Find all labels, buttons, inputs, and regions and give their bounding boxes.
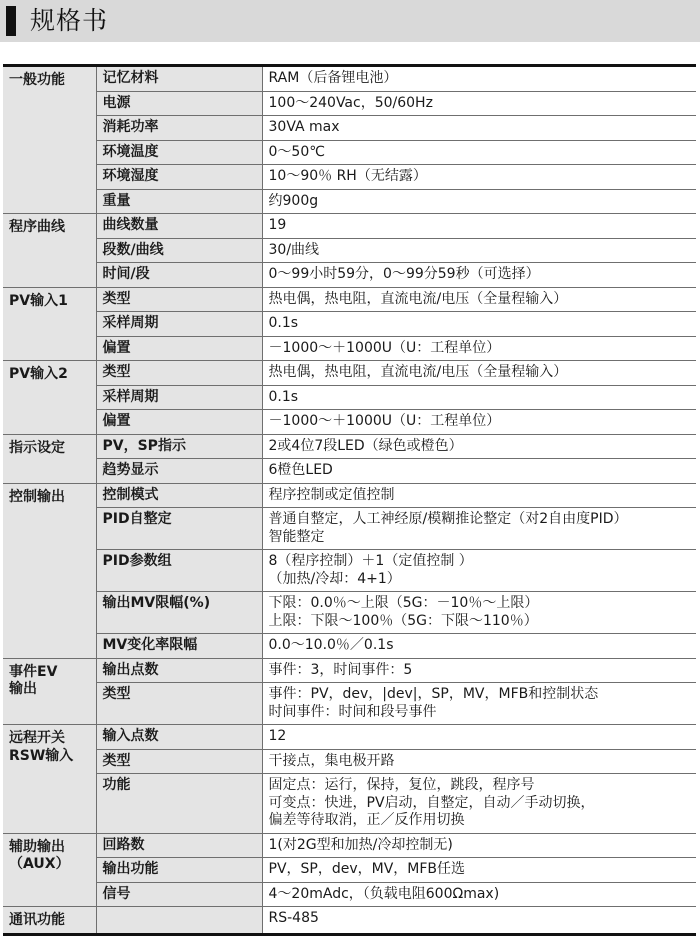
item-label: 功能 — [96, 774, 262, 834]
item-label: 环境湿度 — [96, 165, 262, 190]
item-value — [262, 634, 696, 659]
value-line: 30VA max — [268, 119, 340, 135]
spec-row — [3, 508, 696, 550]
spec-row — [3, 312, 696, 337]
item-label — [96, 907, 262, 935]
value-line: 程序控制或定值控制 — [268, 486, 395, 503]
category-label: 程序曲线 — [9, 219, 65, 235]
spec-row — [3, 725, 696, 750]
category-label: 控制输出 — [9, 488, 65, 505]
item-value — [262, 483, 696, 508]
category-cell — [3, 287, 96, 361]
item-label: 重量 — [96, 189, 262, 214]
item-label: 曲线数量 — [96, 214, 262, 239]
value-line: 普通自整定，人工神经原/模糊推论整定（对2自由度PID） — [268, 511, 628, 527]
item-value — [262, 91, 696, 116]
item-value — [262, 774, 696, 834]
category-cell — [3, 658, 96, 725]
value-line: 事件：3，时间事件：5 — [268, 661, 413, 678]
spec-row — [3, 287, 696, 312]
spec-table-body — [3, 66, 696, 935]
spec-row — [3, 336, 696, 361]
spec-row — [3, 858, 696, 883]
item-label: 记忆材料 — [96, 66, 262, 92]
value-line: 10～90％ RH（无结露） — [268, 168, 427, 184]
item-label: 类型 — [96, 749, 262, 774]
item-value — [262, 550, 696, 592]
value-line: 热电偶，热电阻，直流电流/电压（全量程输入） — [268, 364, 568, 380]
spec-row — [3, 66, 696, 92]
item-value — [262, 658, 696, 683]
category-cell — [3, 725, 96, 834]
value-line: （加热/冷却：4+1） — [268, 570, 401, 587]
category-label: PV输入2 — [9, 366, 68, 382]
item-value — [262, 858, 696, 883]
value-line: 下限：0.0％～上限（5G：－10％～上限） — [268, 595, 539, 611]
spec-row — [3, 361, 696, 386]
spec-row — [3, 550, 696, 592]
item-value — [262, 749, 696, 774]
value-line: 干接点，集电极开路 — [268, 752, 395, 769]
value-line: 4～20mAdc，（负载电阻600Ωmax) — [268, 885, 500, 902]
item-value — [262, 214, 696, 239]
spec-row — [3, 214, 696, 239]
value-line: 约900g — [268, 192, 319, 209]
item-value — [262, 907, 696, 935]
item-label: PID参数组 — [96, 550, 262, 592]
value-line: 0.1s — [268, 315, 299, 331]
spec-row — [3, 263, 696, 288]
value-line: 可变点：快进，PV启动，自整定，自动／手动切换， — [268, 794, 595, 811]
item-label: 类型 — [96, 683, 262, 725]
spec-row — [3, 483, 696, 508]
category-cell — [3, 907, 96, 935]
value-line: 固定点：运行，保持，复位，跳段，程序号 — [268, 777, 535, 793]
value-line: 上限：下限～100％（5G：下限～110％） — [268, 612, 538, 629]
page-title: 规格书 — [30, 6, 109, 35]
item-value — [262, 592, 696, 634]
item-label: 输出MV限幅(%) — [96, 592, 262, 634]
value-line: 0.0～10.0％／0.1s — [268, 637, 394, 653]
category-label: 通讯功能 — [9, 912, 65, 928]
item-label: 段数/曲线 — [96, 238, 262, 263]
item-label: 环境温度 — [96, 140, 262, 165]
value-line: 1(对2G型和加热/冷却控制无) — [268, 836, 453, 853]
spec-row — [3, 907, 696, 935]
value-line: 30/曲线 — [268, 241, 320, 258]
item-value — [262, 263, 696, 288]
value-line: 19 — [268, 217, 287, 233]
item-label: 输出点数 — [96, 658, 262, 683]
category-cell — [3, 483, 96, 658]
value-line: 时间事件：时间和段号事件 — [268, 703, 437, 720]
spec-row — [3, 833, 696, 858]
title-bar — [0, 0, 700, 42]
item-label: 采样周期 — [96, 312, 262, 337]
item-label: 电源 — [96, 91, 262, 116]
category-label: 指示设定 — [9, 439, 65, 456]
category-label: PV输入1 — [9, 292, 68, 309]
spec-table — [3, 64, 696, 936]
item-value — [262, 116, 696, 141]
spec-row — [3, 116, 696, 141]
value-line: 6橙色LED — [268, 462, 333, 478]
item-label: 采样周期 — [96, 385, 262, 410]
category-cell — [3, 833, 96, 907]
item-label: 消耗功率 — [96, 116, 262, 141]
item-value — [262, 66, 696, 92]
item-value — [262, 361, 696, 386]
category-label: 输出 — [9, 681, 37, 697]
spec-row — [3, 459, 696, 484]
item-value — [262, 189, 696, 214]
item-value — [262, 140, 696, 165]
category-label: （AUX） — [9, 856, 70, 872]
item-value — [262, 312, 696, 337]
value-line: 0～50℃ — [268, 143, 325, 160]
category-label: 事件EV — [9, 663, 58, 680]
item-label: MV变化率限幅 — [96, 634, 262, 659]
item-label: 输出功能 — [96, 858, 262, 883]
value-line: 100～240Vac，50/60Hz — [268, 94, 433, 111]
category-label: RSW输入 — [9, 747, 74, 764]
spec-row — [3, 140, 696, 165]
value-line: 8（程序控制）＋1（定值控制 ） — [268, 553, 473, 569]
spec-row — [3, 658, 696, 683]
spec-row — [3, 683, 696, 725]
value-line: 2或4位7段LED（绿色或橙色） — [268, 437, 463, 454]
spec-row — [3, 91, 696, 116]
item-value — [262, 833, 696, 858]
item-label: 控制模式 — [96, 483, 262, 508]
value-line: －1000～＋1000U（U：工程单位） — [268, 413, 501, 429]
item-label: 信号 — [96, 882, 262, 907]
value-line: 事件：PV，dev，|dev|，SP，MV，MFB和控制状态 — [268, 686, 599, 702]
value-line: 偏差等待取消，正／反作用切换 — [268, 812, 465, 828]
item-value — [262, 336, 696, 361]
item-value — [262, 410, 696, 435]
category-cell — [3, 361, 96, 435]
spec-row — [3, 592, 696, 634]
spec-row — [3, 410, 696, 435]
item-value — [262, 508, 696, 550]
value-line: RS-485 — [268, 910, 319, 926]
item-label: PID自整定 — [96, 508, 262, 550]
item-value — [262, 882, 696, 907]
title-accent-bar — [6, 6, 16, 36]
value-line: 智能整定 — [268, 528, 325, 545]
value-line: PV，SP，dev，MV，MFB任选 — [268, 861, 466, 877]
category-cell — [3, 66, 96, 214]
category-label: 一般功能 — [9, 72, 65, 88]
item-label: 类型 — [96, 287, 262, 312]
item-value — [262, 238, 696, 263]
value-line: 热电偶，热电阻，直流电流/电压（全量程输入） — [268, 290, 568, 307]
category-cell — [3, 434, 96, 483]
item-value — [262, 165, 696, 190]
item-label: 时间/段 — [96, 263, 262, 288]
item-value — [262, 287, 696, 312]
spec-row — [3, 189, 696, 214]
spec-row — [3, 385, 696, 410]
spec-row — [3, 749, 696, 774]
spec-row — [3, 238, 696, 263]
item-value — [262, 385, 696, 410]
item-value — [262, 725, 696, 750]
item-value — [262, 459, 696, 484]
item-value — [262, 434, 696, 459]
category-cell — [3, 214, 96, 288]
spec-row — [3, 165, 696, 190]
item-label: 回路数 — [96, 833, 262, 858]
category-label: 远程开关 — [9, 730, 65, 746]
spec-row — [3, 634, 696, 659]
item-label: PV，SP指示 — [96, 434, 262, 459]
spec-row — [3, 882, 696, 907]
value-line: 12 — [268, 728, 287, 744]
value-line: 0.1s — [268, 388, 299, 405]
value-line: RAM（后备锂电池） — [268, 70, 398, 86]
value-line: 0～99小时59分，0～99分59秒（可选择） — [268, 266, 540, 282]
item-label: 类型 — [96, 361, 262, 386]
item-label: 偏置 — [96, 410, 262, 435]
item-label: 偏置 — [96, 336, 262, 361]
spec-row — [3, 434, 696, 459]
category-label: 辅助输出 — [9, 838, 65, 855]
item-value — [262, 683, 696, 725]
value-line: －1000～＋1000U（U：工程单位） — [268, 339, 501, 356]
item-label: 输入点数 — [96, 725, 262, 750]
spec-row — [3, 774, 696, 834]
item-label: 趋势显示 — [96, 459, 262, 484]
